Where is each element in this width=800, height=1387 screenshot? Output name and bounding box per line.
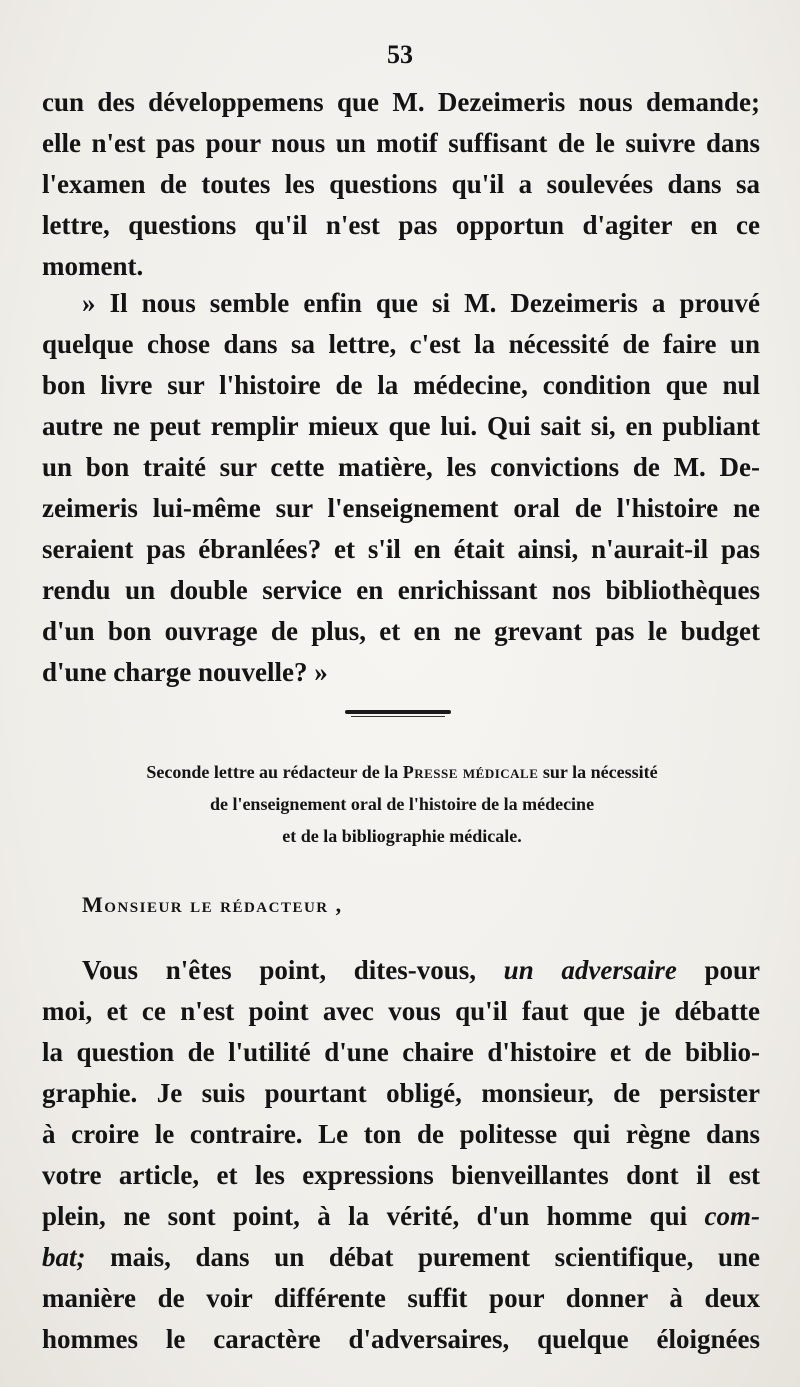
page-number: 53 bbox=[387, 40, 413, 69]
heading-line-3: et de la bibliographie médicale. bbox=[282, 826, 522, 846]
text-segment: pour bbox=[704, 955, 761, 985]
text-segment: mais, dans un débat purement scientifique, une bbox=[110, 1242, 761, 1272]
paragraph-1 bbox=[42, 82, 760, 287]
text-line: un bon traité sur cette matière, les convictions de M. De- bbox=[42, 452, 760, 482]
text-line: d'une charge nouvelle? » bbox=[42, 657, 328, 687]
text-segment: Vous n'êtes point, dites-vous, bbox=[82, 955, 477, 985]
text-segment: plein, ne sont point, à la vérité, d'un homme qui bbox=[42, 1201, 688, 1231]
text-line: autre ne peut remplir mieux que lui. Qui sait si, en publiant bbox=[42, 411, 760, 441]
text-line: quelque chose dans sa lettre, c'est la nécessité de faire un bbox=[42, 329, 760, 359]
text-line: elle n'est pas pour nous un motif suffisant de le suivre dans bbox=[42, 128, 760, 158]
section-heading bbox=[42, 756, 762, 852]
heading-text: Seconde lettre au rédacteur de la bbox=[146, 762, 399, 782]
text-line: graphie. Je suis pourtant obligé, monsieur, de persister bbox=[42, 1078, 760, 1108]
text-line: cun des développemens que M. Dezeimeris nous demande; bbox=[42, 87, 760, 117]
italic-text: com- bbox=[704, 1201, 760, 1231]
text-line: hommes le caractère d'adversaires, quelque éloignées bbox=[42, 1324, 760, 1354]
italic-text: bat; bbox=[42, 1242, 86, 1272]
text-line bbox=[42, 950, 760, 991]
text-line: rendu un double service en enrichissant nos bibliothèques bbox=[42, 575, 760, 605]
italic-text: un adversaire bbox=[503, 955, 677, 985]
text-line bbox=[42, 1237, 760, 1278]
text-line: moment. bbox=[42, 251, 144, 281]
text-line: d'un bon ouvrage de plus, et en ne grevant pas le budget bbox=[42, 616, 760, 646]
journal-title: Presse médicale bbox=[402, 762, 539, 782]
heading-text: sur la nécessité bbox=[542, 762, 658, 782]
section-divider bbox=[345, 710, 451, 714]
salutation: Monsieur le rédacteur , bbox=[82, 892, 343, 917]
text-line: manière de voir différente suffit pour donner à deux bbox=[42, 1283, 760, 1313]
text-line: » Il nous semble enfin que si M. Dezeimeris a prouvé bbox=[82, 288, 760, 318]
text-line: votre article, et les expressions bienveillantes dont il est bbox=[42, 1160, 760, 1190]
text-line: lettre, questions qu'il n'est pas opportun d'agiter en ce bbox=[42, 210, 760, 240]
text-line: l'examen de toutes les questions qu'il a soulevées dans sa bbox=[42, 169, 760, 199]
paragraph-3 bbox=[42, 950, 760, 1360]
heading-line-2: de l'enseignement oral de l'histoire de la médecine bbox=[209, 794, 595, 814]
text-line: moi, et ce n'est point avec vous qu'il faut que je débatte bbox=[42, 996, 760, 1026]
text-line: à croire le contraire. Le ton de politesse qui règne dans bbox=[42, 1119, 760, 1149]
paragraph-2 bbox=[42, 283, 760, 693]
text-line: bon livre sur l'histoire de la médecine, condition que nul bbox=[42, 370, 760, 400]
text-line: la question de l'utilité d'une chaire d'histoire et de biblio- bbox=[42, 1037, 760, 1067]
text-line: seraient pas ébranlées? et s'il en était ainsi, n'aurait-il pas bbox=[42, 534, 760, 564]
heading-line-1 bbox=[42, 756, 762, 788]
text-line: zeimeris lui-même sur l'enseignement oral de l'histoire ne bbox=[42, 493, 760, 523]
text-line bbox=[42, 1196, 760, 1237]
